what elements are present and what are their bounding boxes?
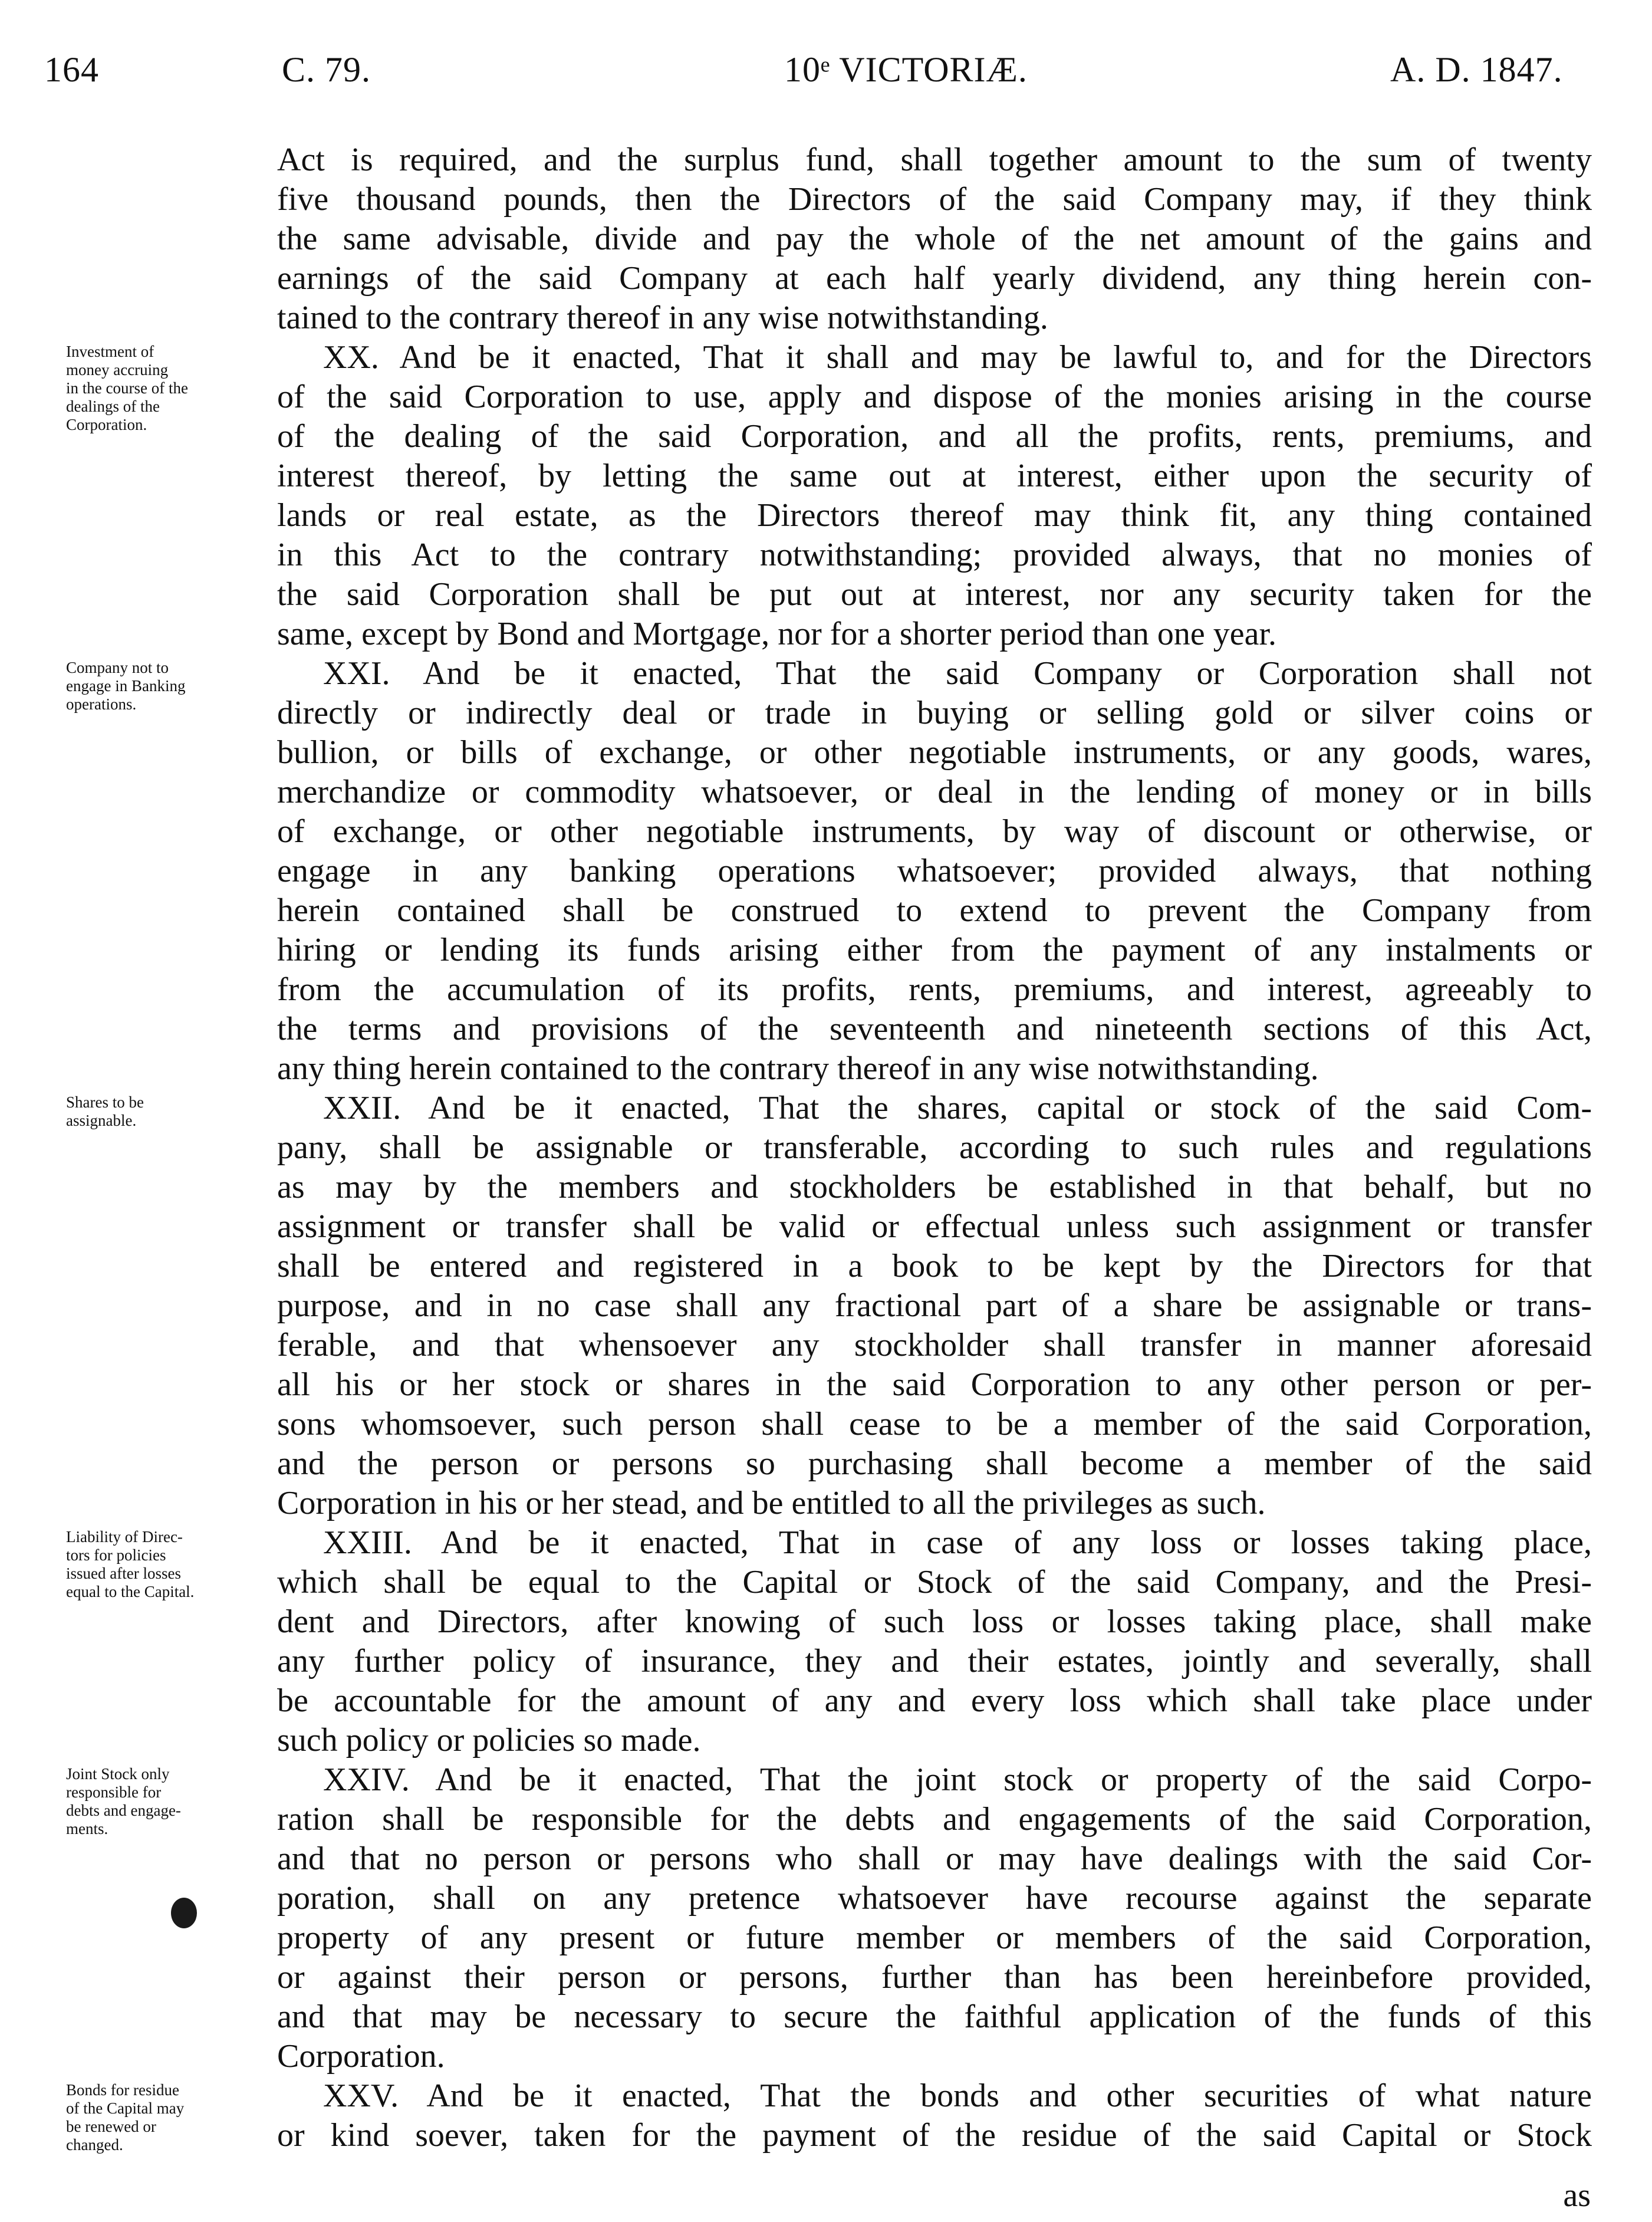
text-line: shall be entered and registered in a book to be kept by the Directors for that — [277, 1248, 1592, 1284]
text-line: bullion, or bills of exchange, or other negotiable instruments, or any goods, wares, — [277, 734, 1592, 771]
year: A. D. 1847. — [1390, 50, 1563, 89]
text-line: Corporation. — [277, 2038, 445, 2075]
text-line: Act is required, and the surplus fund, shall together amount to the sum of twenty — [277, 142, 1592, 178]
text-line: Corporation in his or her stead, and be entitled to all the privileges as such. — [277, 1485, 1266, 1521]
text-line: and that may be necessary to secure the faithful application of the funds of this — [277, 1999, 1592, 2035]
page-number: 164 — [44, 50, 99, 89]
text-line: be accountable for the amount of any and every loss which shall take place under — [277, 1682, 1592, 1719]
text-line: any thing herein contained to the contrary thereof in any wise notwithstanding. — [277, 1050, 1319, 1087]
margin-note-line: money accruing — [66, 361, 169, 379]
section-heading-line: XXI. And be it enacted, That the said Company or Corporation shall not — [323, 655, 1592, 692]
margin-note-line: responsible for — [66, 1783, 162, 1801]
catchword: as — [1563, 2177, 1591, 2214]
margin-note-line: Company not to — [66, 659, 169, 676]
text-line: from the accumulation of its profits, rents, premiums, and interest, agreeably to — [277, 971, 1592, 1008]
margin-note-bonds — [66, 2081, 266, 2154]
text-line: five thousand pounds, then the Directors of the said Company may, if they think — [277, 181, 1592, 218]
text-line: herein contained shall be construed to extend to prevent the Company from — [277, 892, 1592, 929]
margin-note-line: equal to the Capital. — [66, 1583, 195, 1600]
margin-note-banking — [66, 659, 266, 714]
text-line: all his or her stock or shares in the said Corporation to any other person or per- — [277, 1366, 1592, 1403]
text-line: property of any present or future member or members of the said Corporation, — [277, 1919, 1592, 1956]
page-body — [0, 139, 1652, 2221]
margin-note-line: issued after losses — [66, 1564, 181, 1582]
margin-note-line: Shares to be — [66, 1093, 144, 1111]
margin-note-line: debts and engage- — [66, 1802, 181, 1819]
margin-note-investment — [66, 343, 266, 434]
text-line: the terms and provisions of the seventeenth and nineteenth sections of this Act, — [277, 1011, 1592, 1047]
margin-note-line: be renewed or — [66, 2118, 156, 2135]
section-heading-line: XXII. And be it enacted, That the shares, capital or stock of the said Com- — [323, 1090, 1592, 1126]
text-line: lands or real estate, as the Directors thereof may think fit, any thing contained — [277, 497, 1592, 534]
text-line: interest thereof, by letting the same out at interest, either upon the security of — [277, 458, 1592, 494]
margin-note-line: dealings of the — [66, 397, 160, 415]
text-line: or kind soever, taken for the payment of the residue of the said Capital or Stock — [277, 2117, 1592, 2154]
text-line: sons whomsoever, such person shall cease to be a member of the said Corporation, — [277, 1406, 1592, 1442]
margin-note-joint-stock — [66, 1765, 266, 1838]
margin-note-shares — [66, 1093, 266, 1130]
text-line: pany, shall be assignable or transferable, according to such rules and regulations — [277, 1129, 1592, 1166]
section-heading-line: XXV. And be it enacted, That the bonds and other securities of what nature — [323, 2078, 1592, 2114]
text-line: purpose, and in no case shall any fractional part of a share be assignable or trans- — [277, 1287, 1592, 1324]
margin-note-line: Bonds for residue — [66, 2081, 179, 2099]
margin-note-line: Corporation. — [66, 416, 147, 433]
section-heading-line: XXIV. And be it enacted, That the joint stock or property of the said Corpo- — [323, 1761, 1592, 1798]
margin-note-liability — [66, 1528, 266, 1601]
text-line: the said Corporation shall be put out at interest, nor any security taken for the — [277, 576, 1592, 613]
margin-note-line: engage in Banking — [66, 677, 186, 695]
margin-note-line: tors for policies — [66, 1546, 166, 1564]
margin-note-line: ments. — [66, 1820, 108, 1838]
text-line: or against their person or persons, further than has been hereinbefore provided, — [277, 1959, 1592, 1996]
text-line: dent and Directors, after knowing of such loss or losses taking place, shall make — [277, 1603, 1592, 1640]
text-line: any further policy of insurance, they and their estates, jointly and severally, shall — [277, 1643, 1592, 1679]
text-line: the same advisable, divide and pay the whole of the net amount of the gains and — [277, 221, 1592, 257]
margin-note-line: changed. — [66, 2136, 123, 2154]
margin-note-line: of the Capital may — [66, 2099, 185, 2117]
margin-note-line: operations. — [66, 695, 137, 713]
chapter-number: C. 79. — [282, 50, 371, 89]
section-heading-line: XX. And be it enacted, That it shall and may be lawful to, and for the Directors — [323, 339, 1592, 376]
text-line: ferable, and that whensoever any stockholder shall transfer in manner aforesaid — [277, 1327, 1592, 1363]
margin-note-line: Investment of — [66, 343, 154, 360]
text-line: of the dealing of the said Corporation, and all the profits, rents, premiums, and — [277, 418, 1592, 455]
text-line: ration shall be responsible for the debts and engagements of the said Corporation, — [277, 1801, 1592, 1838]
margin-note-line: assignable. — [66, 1112, 137, 1129]
ink-blot-mark — [171, 1898, 197, 1928]
margin-note-line: Liability of Direc- — [66, 1528, 183, 1546]
text-line: engage in any banking operations whatsoever; provided always, that nothing — [277, 853, 1592, 889]
text-line: such policy or policies so made. — [277, 1722, 701, 1758]
text-line: directly or indirectly deal or trade in buying or selling gold or silver coins or — [277, 695, 1592, 731]
text-line: tained to the contrary thereof in any wise notwithstanding. — [277, 300, 1048, 336]
text-line: of exchange, or other negotiable instruments, by way of discount or otherwise, or — [277, 813, 1592, 850]
text-line: assignment or transfer shall be valid or effectual unless such assignment or transfer — [277, 1208, 1592, 1245]
text-line: poration, shall on any pretence whatsoever have recourse against the separate — [277, 1880, 1592, 1917]
text-line: merchandize or commodity whatsoever, or deal in the lending of money or in bills — [277, 774, 1592, 810]
text-line: in this Act to the contrary notwithstanding; provided always, that no monies of — [277, 537, 1592, 573]
margin-note-line: in the course of the — [66, 379, 188, 397]
text-line: of the said Corporation to use, apply and dispose of the monies arising in the course — [277, 379, 1592, 415]
text-line: earnings of the said Company at each half yearly dividend, any thing herein con- — [277, 260, 1592, 297]
text-line: hiring or lending its funds arising either from the payment of any instalments or — [277, 932, 1592, 968]
section-heading-line: XXIII. And be it enacted, That in case of any loss or losses taking place, — [323, 1524, 1592, 1561]
text-line: same, except by Bond and Mortgage, nor for a shorter period than one year. — [277, 616, 1277, 652]
regnal-title: 10ᵉ VICTORIÆ. — [784, 50, 1028, 89]
running-header — [0, 0, 1652, 118]
margin-note-line: Joint Stock only — [66, 1765, 170, 1783]
text-line: as may by the members and stockholders be established in that behalf, but no — [277, 1169, 1592, 1205]
text-line: which shall be equal to the Capital or Stock of the said Company, and the Presi- — [277, 1564, 1592, 1600]
text-line: and the person or persons so purchasing shall become a member of the said — [277, 1445, 1592, 1482]
text-line: and that no person or persons who shall or may have dealings with the said Cor- — [277, 1840, 1592, 1877]
